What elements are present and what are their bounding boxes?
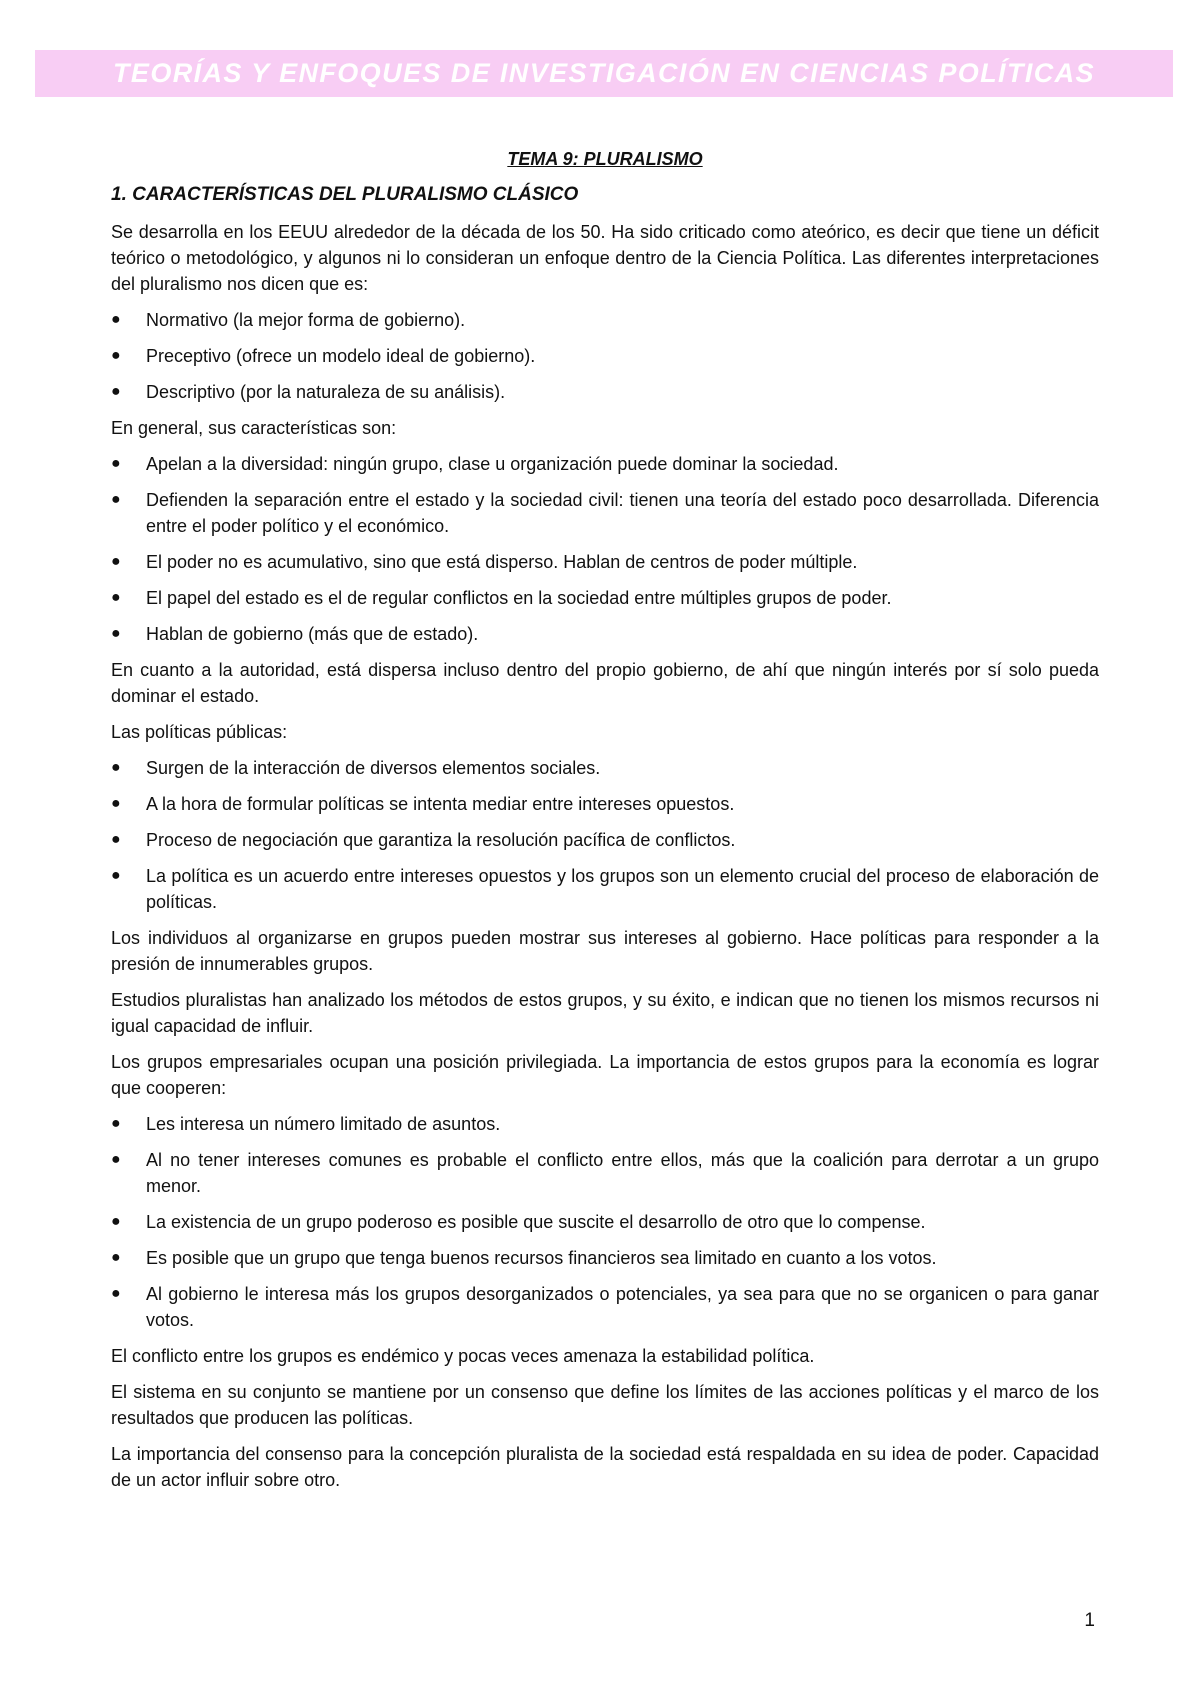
bullet-icon: ●	[111, 795, 121, 812]
bullet-icon: ●	[111, 455, 121, 472]
bullet-icon: ●	[111, 589, 121, 606]
list-item: ● A la hora de formular políticas se intenta mediar entre intereses opuestos.	[111, 791, 1099, 817]
section-heading: 1. CARACTERÍSTICAS DEL PLURALISMO CLÁSICO	[111, 184, 579, 205]
interpretations-list	[111, 307, 1099, 405]
bullet-icon: ●	[111, 347, 121, 364]
list-item: ● El poder no es acumulativo, sino que está disperso. Hablan de centros de poder múltiple.	[111, 549, 1099, 575]
list-item: ● Proceso de negociación que garantiza la resolución pacífica de conflictos.	[111, 827, 1099, 853]
paragraph-individuals: Los individuos al organizarse en grupos pueden mostrar sus intereses al gobierno. Hace políticas para responder a la presión de innumerables grupos.	[111, 928, 1099, 974]
list-item: ● Defienden la separación entre el estado y la sociedad civil: tienen una teoría del estado poco desarrollada. Diferencia entre el poder político y el económico.	[111, 487, 1099, 539]
paragraph-policies-intro: Las políticas públicas:	[111, 722, 288, 742]
list-item: ● Hablan de gobierno (más que de estado).	[111, 621, 1099, 647]
list-item: ● El papel del estado es el de regular conflictos en la sociedad entre múltiples grupos de poder.	[111, 585, 1099, 611]
policies-list	[111, 755, 1099, 915]
bullet-icon: ●	[111, 831, 121, 848]
list-item: ● Normativo (la mejor forma de gobierno).	[111, 307, 1099, 333]
list-item: ● Preceptivo (ofrece un modelo ideal de gobierno).	[111, 343, 1099, 369]
bullet-icon: ●	[111, 553, 121, 570]
list-item: ● Surgen de la interacción de diversos elementos sociales.	[111, 755, 1099, 781]
page-number: 1	[1084, 1610, 1095, 1631]
bullet-icon: ●	[111, 491, 121, 508]
paragraph-consensus: La importancia del consenso para la concepción pluralista de la sociedad está respaldada en su idea de poder. Capacidad de un actor influir sobre otro.	[111, 1444, 1099, 1490]
list-item: ● Les interesa un número limitado de asuntos.	[111, 1111, 1099, 1137]
paragraph-studies: Estudios pluralistas han analizado los métodos de estos grupos, y su éxito, e indican que no tienen los mismos recursos ni igual capacidad de influir.	[111, 990, 1099, 1036]
list-item: ● Al gobierno le interesa más los grupos desorganizados o potenciales, ya sea para que no se organicen o para ganar votos.	[111, 1281, 1099, 1333]
bullet-icon: ●	[111, 1285, 121, 1302]
bullet-icon: ●	[111, 1249, 121, 1266]
bullet-icon: ●	[111, 867, 121, 884]
paragraph-business-intro: Los grupos empresariales ocupan una posición privilegiada. La importancia de estos grupos para la economía es lograr que cooperen:	[111, 1052, 1099, 1098]
list-item: ● Al no tener intereses comunes es probable el conflicto entre ellos, más que la coalición para derrotar a un grupo menor.	[111, 1147, 1099, 1199]
bullet-icon: ●	[111, 759, 121, 776]
paragraph-system: El sistema en su conjunto se mantiene por un consenso que define los límites de las acciones políticas y el marco de los resultados que producen las políticas.	[111, 1382, 1099, 1428]
paragraph-intro: Se desarrolla en los EEUU alrededor de la década de los 50. Ha sido criticado como ateórico, es decir que tiene un déficit teórico o metodológico, y algunos ni lo consideran un enfoque dentro de la Ciencia Política. Las diferentes interpretaciones del pluralismo nos dicen que es:	[111, 222, 1099, 294]
bullet-icon: ●	[111, 1115, 121, 1132]
document-body	[111, 140, 1099, 1503]
header-banner	[35, 50, 1173, 97]
paragraph-authority: En cuanto a la autoridad, está dispersa incluso dentro del propio gobierno, de ahí que ningún interés por sí solo pueda dominar el estado.	[111, 660, 1099, 706]
topic-title: TEMA 9: PLURALISMO	[507, 149, 703, 169]
paragraph-characteristics-intro: En general, sus características son:	[111, 418, 397, 438]
bullet-icon: ●	[111, 311, 121, 328]
bullet-icon: ●	[111, 1151, 121, 1168]
characteristics-list	[111, 451, 1099, 647]
bullet-icon: ●	[111, 625, 121, 642]
business-list	[111, 1111, 1099, 1333]
course-title: TEORÍAS Y ENFOQUES DE INVESTIGACIÓN EN CIENCIAS POLÍTICAS	[113, 58, 1095, 88]
paragraph-conflict: El conflicto entre los grupos es endémico y pocas veces amenaza la estabilidad política.	[111, 1346, 815, 1366]
list-item: ● Es posible que un grupo que tenga buenos recursos financieros sea limitado en cuanto a los votos.	[111, 1245, 1099, 1271]
bullet-icon: ●	[111, 1213, 121, 1230]
list-item: ● La existencia de un grupo poderoso es posible que suscite el desarrollo de otro que lo compense.	[111, 1209, 1099, 1235]
bullet-icon: ●	[111, 383, 121, 400]
list-item: ● Descriptivo (por la naturaleza de su análisis).	[111, 379, 1099, 405]
list-item: ● La política es un acuerdo entre intereses opuestos y los grupos son un elemento crucial del proceso de elaboración de políticas.	[111, 863, 1099, 915]
list-item: ● Apelan a la diversidad: ningún grupo, clase u organización puede dominar la sociedad.	[111, 451, 1099, 477]
